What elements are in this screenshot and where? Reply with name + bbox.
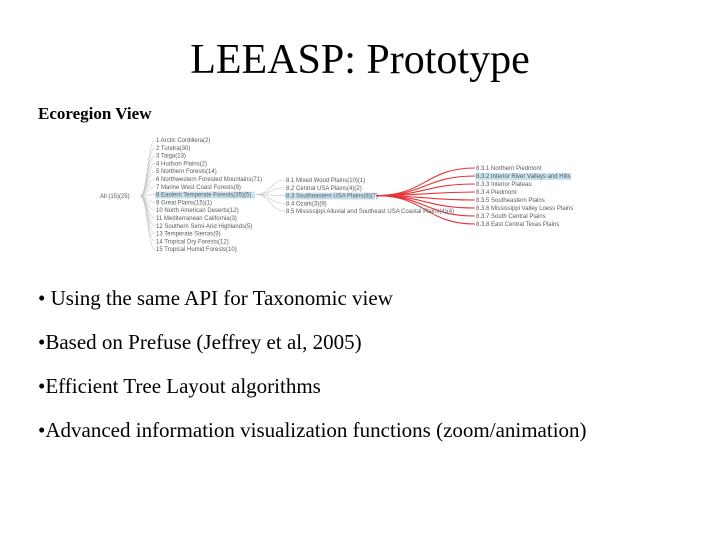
tree-node-level1[interactable] <box>156 161 207 167</box>
node-label: 12 Southern Semi-Arid Highlands(5) <box>156 223 253 230</box>
tree-node-level3[interactable] <box>476 214 546 220</box>
bullet-item: • Using the same API for Taxonomic view <box>38 286 393 310</box>
tree-node-level1[interactable] <box>156 169 217 175</box>
tree-node-level2[interactable] <box>286 178 365 184</box>
tree-node-level1[interactable] <box>156 232 221 238</box>
tree-node-level2[interactable] <box>286 201 327 207</box>
tree-node-level1[interactable] <box>156 216 237 222</box>
tree-edge <box>140 156 155 196</box>
tree-node-level1[interactable] <box>156 154 186 160</box>
node-label: 8.2 Central USA Plains(4)(2) <box>286 185 362 192</box>
tree-node-level2[interactable] <box>286 209 454 215</box>
tree-edge <box>256 195 285 204</box>
node-label: 8.1 Mixed Wood Plains(10)(1) <box>286 178 366 184</box>
tree-node-level3[interactable] <box>475 173 571 180</box>
bullet-item: •Advanced information visualization functions (zoom/animation) <box>38 418 587 442</box>
tree-node-level1[interactable] <box>156 138 210 144</box>
tree-node-level1[interactable] <box>155 192 255 199</box>
node-label: 13 Temperate Sierras(9) <box>156 231 221 238</box>
node-label: 8.5 Mississippi Alluvial and Southeast USA Coastal Plains(4)(4) <box>286 209 455 216</box>
bullet-item: •Based on Prefuse (Jeffrey et al, 2005) <box>38 330 362 354</box>
tree-node-level1[interactable] <box>156 239 229 245</box>
node-label: All (15)(25) <box>100 194 130 200</box>
node-label: 8.3.5 Southeastern Plains <box>476 198 545 204</box>
tree-node-level3[interactable] <box>476 166 542 172</box>
node-label: 2 Tundra(30) <box>156 145 191 152</box>
tree-node-level2[interactable] <box>286 186 362 192</box>
tree-node-level1[interactable] <box>156 177 262 183</box>
node-label: 8.4 Ozark(3)(9) <box>286 201 327 208</box>
tree-node-level1[interactable] <box>156 208 239 214</box>
node-label: 1 Arctic Cordillera(2) <box>156 138 211 144</box>
node-label: 10 North American Deserts(12) <box>156 208 239 215</box>
node-label: 6 Northwestern Forested Mountains(71) <box>156 177 263 183</box>
node-label: 7 Marine West Coast Forests(9) <box>156 184 241 191</box>
node-label: 8.3.8 East Central Texas Plains <box>476 222 560 228</box>
node-label: 8.3.1 Northern Piedmont <box>476 166 542 172</box>
node-label: 4 Hudson Plains(2) <box>156 161 208 168</box>
node-label: 9 Great Plains(15)(1) <box>156 200 213 207</box>
tree-node-level1[interactable] <box>156 247 237 253</box>
tree-node-level2[interactable] <box>285 193 378 200</box>
node-label: 5 Northern Forests(14) <box>156 169 217 176</box>
bullet-item: •Efficient Tree Layout algorithms <box>38 374 321 398</box>
node-label: 8.3.4 Piedmont <box>476 190 517 196</box>
tree-node-level1[interactable] <box>156 146 190 152</box>
tree-node-level1[interactable] <box>156 224 252 230</box>
node-label: 11 Mediterranean California(3) <box>156 216 237 222</box>
node-label: 15 Tropical Humid Forests(10) <box>156 247 237 254</box>
bullet-list <box>38 286 587 462</box>
node-label: 8.3.6 Mississippi Valley Loess Plains <box>476 206 574 212</box>
node-label: 8.3.2 Interior River Valleys and Hills <box>476 174 571 180</box>
tree-node-root[interactable] <box>100 194 130 200</box>
node-label: 8.3.3 Interior Plateau <box>476 182 532 188</box>
tree-edge <box>140 196 155 234</box>
node-label: 14 Tropical Dry Forests(12) <box>156 239 229 246</box>
tree-node-level1[interactable] <box>156 200 212 206</box>
tree-node-level3[interactable] <box>476 222 559 228</box>
node-label: 8.3 Southeastern USA Plains(8)(7) <box>286 193 379 200</box>
tree-edge <box>140 196 155 249</box>
slide-subtitle: Ecoregion View <box>38 104 152 123</box>
tree-edge <box>376 168 475 196</box>
tree-node-level1[interactable] <box>156 185 241 191</box>
tree-node-level3[interactable] <box>476 206 573 212</box>
node-label: 8.3.7 South Central Plains <box>476 214 546 220</box>
tree-node-level3[interactable] <box>476 198 545 204</box>
tree-edge <box>256 188 285 195</box>
tree-edge <box>376 192 475 196</box>
ecoregion-tree-view[interactable] <box>100 130 580 260</box>
node-label: 3 Taiga(13) <box>156 153 186 160</box>
tree-node-level3[interactable] <box>476 190 517 196</box>
node-label: 8 Eastern Temperate Forests(35)(5) <box>156 192 252 199</box>
tree-node-level3[interactable] <box>476 182 532 188</box>
slide-title: LEEASP: Prototype <box>190 37 530 83</box>
